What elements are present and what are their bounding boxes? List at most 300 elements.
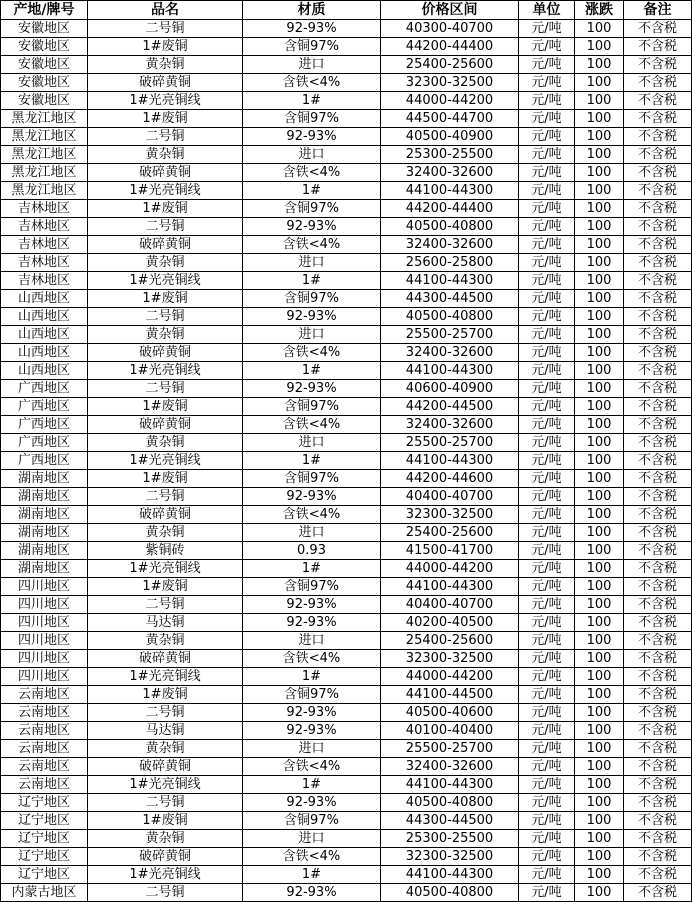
table-row	[1, 362, 692, 380]
cell-material: 含铁<4%	[243, 506, 381, 524]
cell-material: 92-93%	[243, 218, 381, 236]
cell-material: 含铜97%	[243, 470, 381, 488]
cell-change: 100	[575, 434, 624, 452]
cell-origin: 湖南地区	[1, 524, 88, 542]
cell-price-range: 25400-25600	[381, 524, 519, 542]
cell-origin: 安徽地区	[1, 56, 88, 74]
cell-price-range: 44500-44700	[381, 110, 519, 128]
table-row	[1, 128, 692, 146]
cell-change: 100	[575, 488, 624, 506]
cell-origin: 吉林地区	[1, 272, 88, 290]
cell-material: 进口	[243, 740, 381, 758]
cell-product: 1#光亮铜线	[88, 866, 243, 884]
cell-change: 100	[575, 650, 624, 668]
cell-product: 1#废铜	[88, 38, 243, 56]
cell-product: 1#光亮铜线	[88, 668, 243, 686]
cell-product: 1#废铜	[88, 812, 243, 830]
cell-origin: 广西地区	[1, 380, 88, 398]
cell-product: 破碎黄铜	[88, 164, 243, 182]
cell-change: 100	[575, 416, 624, 434]
cell-origin: 吉林地区	[1, 236, 88, 254]
cell-unit: 元/吨	[519, 704, 575, 722]
cell-remark: 不含税	[624, 866, 692, 884]
cell-product: 1#废铜	[88, 470, 243, 488]
table-row	[1, 614, 692, 632]
cell-remark: 不含税	[624, 884, 692, 902]
cell-change: 100	[575, 668, 624, 686]
cell-price-range: 44000-44200	[381, 560, 519, 578]
cell-price-range: 40200-40500	[381, 614, 519, 632]
cell-price-range: 32400-32600	[381, 344, 519, 362]
cell-remark: 不含税	[624, 92, 692, 110]
cell-unit: 元/吨	[519, 92, 575, 110]
table-row	[1, 542, 692, 560]
cell-change: 100	[575, 344, 624, 362]
cell-price-range: 44100-44300	[381, 866, 519, 884]
cell-product: 黄杂铜	[88, 254, 243, 272]
cell-product: 黄杂铜	[88, 524, 243, 542]
cell-origin: 云南地区	[1, 686, 88, 704]
cell-unit: 元/吨	[519, 866, 575, 884]
cell-price-range: 32300-32500	[381, 506, 519, 524]
cell-change: 100	[575, 830, 624, 848]
cell-remark: 不含税	[624, 524, 692, 542]
table-row	[1, 380, 692, 398]
cell-price-range: 44100-44300	[381, 362, 519, 380]
table-row	[1, 758, 692, 776]
cell-material: 92-93%	[243, 794, 381, 812]
cell-remark: 不含税	[624, 380, 692, 398]
cell-origin: 辽宁地区	[1, 812, 88, 830]
cell-origin: 云南地区	[1, 758, 88, 776]
cell-material: 进口	[243, 524, 381, 542]
cell-remark: 不含税	[624, 722, 692, 740]
cell-price-range: 25400-25600	[381, 56, 519, 74]
cell-change: 100	[575, 128, 624, 146]
table-row	[1, 488, 692, 506]
cell-price-range: 25500-25700	[381, 434, 519, 452]
cell-remark: 不含税	[624, 668, 692, 686]
cell-unit: 元/吨	[519, 74, 575, 92]
table-row	[1, 776, 692, 794]
cell-price-range: 44000-44200	[381, 92, 519, 110]
table-row	[1, 110, 692, 128]
cell-remark: 不含税	[624, 542, 692, 560]
cell-change: 100	[575, 380, 624, 398]
table-row	[1, 182, 692, 200]
cell-change: 100	[575, 812, 624, 830]
table-row	[1, 272, 692, 290]
cell-change: 100	[575, 236, 624, 254]
table-row	[1, 434, 692, 452]
cell-unit: 元/吨	[519, 506, 575, 524]
cell-unit: 元/吨	[519, 326, 575, 344]
cell-remark: 不含税	[624, 326, 692, 344]
cell-unit: 元/吨	[519, 542, 575, 560]
cell-origin: 山西地区	[1, 362, 88, 380]
cell-change: 100	[575, 614, 624, 632]
cell-remark: 不含税	[624, 164, 692, 182]
cell-material: 进口	[243, 146, 381, 164]
cell-remark: 不含税	[624, 236, 692, 254]
cell-origin: 黑龙江地区	[1, 146, 88, 164]
cell-unit: 元/吨	[519, 776, 575, 794]
cell-unit: 元/吨	[519, 560, 575, 578]
cell-change: 100	[575, 758, 624, 776]
cell-material: 进口	[243, 434, 381, 452]
cell-product: 破碎黄铜	[88, 344, 243, 362]
cell-origin: 广西地区	[1, 398, 88, 416]
cell-origin: 吉林地区	[1, 218, 88, 236]
table-row	[1, 344, 692, 362]
cell-material: 含铁<4%	[243, 164, 381, 182]
cell-material: 含铁<4%	[243, 74, 381, 92]
cell-change: 100	[575, 794, 624, 812]
cell-price-range: 40500-40800	[381, 794, 519, 812]
header-unit: 单位	[519, 1, 575, 20]
cell-change: 100	[575, 452, 624, 470]
cell-unit: 元/吨	[519, 38, 575, 56]
cell-unit: 元/吨	[519, 740, 575, 758]
header-row	[1, 1, 692, 20]
cell-unit: 元/吨	[519, 380, 575, 398]
cell-origin: 四川地区	[1, 578, 88, 596]
cell-material: 92-93%	[243, 884, 381, 902]
cell-unit: 元/吨	[519, 650, 575, 668]
table-row	[1, 398, 692, 416]
cell-product: 1#光亮铜线	[88, 452, 243, 470]
table-row	[1, 56, 692, 74]
cell-price-range: 40500-40600	[381, 704, 519, 722]
cell-origin: 湖南地区	[1, 542, 88, 560]
cell-product: 二号铜	[88, 704, 243, 722]
cell-price-range: 40100-40400	[381, 722, 519, 740]
cell-material: 1#	[243, 272, 381, 290]
header-material: 材质	[243, 1, 381, 20]
cell-remark: 不含税	[624, 794, 692, 812]
table-row	[1, 740, 692, 758]
cell-product: 1#废铜	[88, 578, 243, 596]
cell-unit: 元/吨	[519, 56, 575, 74]
cell-price-range: 32400-32600	[381, 164, 519, 182]
cell-origin: 云南地区	[1, 740, 88, 758]
cell-material: 含铜97%	[243, 290, 381, 308]
table-row	[1, 812, 692, 830]
cell-material: 含铁<4%	[243, 848, 381, 866]
cell-product: 1#废铜	[88, 200, 243, 218]
cell-change: 100	[575, 776, 624, 794]
cell-product: 紫铜砖	[88, 542, 243, 560]
cell-origin: 辽宁地区	[1, 848, 88, 866]
header-price-range: 价格区间	[381, 1, 519, 20]
cell-price-range: 40500-40800	[381, 884, 519, 902]
cell-material: 0.93	[243, 542, 381, 560]
cell-price-range: 44200-44400	[381, 200, 519, 218]
cell-remark: 不含税	[624, 740, 692, 758]
cell-material: 含铜97%	[243, 200, 381, 218]
cell-price-range: 40400-40700	[381, 488, 519, 506]
cell-change: 100	[575, 56, 624, 74]
cell-product: 1#废铜	[88, 110, 243, 128]
cell-unit: 元/吨	[519, 20, 575, 38]
cell-price-range: 44100-44300	[381, 182, 519, 200]
cell-product: 二号铜	[88, 308, 243, 326]
cell-unit: 元/吨	[519, 848, 575, 866]
cell-product: 黄杂铜	[88, 632, 243, 650]
cell-origin: 山西地区	[1, 290, 88, 308]
cell-material: 进口	[243, 56, 381, 74]
cell-origin: 广西地区	[1, 434, 88, 452]
cell-change: 100	[575, 848, 624, 866]
table-row	[1, 848, 692, 866]
cell-origin: 四川地区	[1, 650, 88, 668]
cell-origin: 四川地区	[1, 632, 88, 650]
table-body	[1, 20, 692, 902]
cell-unit: 元/吨	[519, 200, 575, 218]
cell-price-range: 44100-44300	[381, 776, 519, 794]
cell-material: 进口	[243, 830, 381, 848]
cell-material: 92-93%	[243, 128, 381, 146]
cell-price-range: 40500-40800	[381, 308, 519, 326]
cell-price-range: 25400-25600	[381, 632, 519, 650]
table-row	[1, 470, 692, 488]
cell-change: 100	[575, 722, 624, 740]
table-row	[1, 794, 692, 812]
cell-material: 1#	[243, 452, 381, 470]
cell-price-range: 44100-44300	[381, 272, 519, 290]
cell-product: 二号铜	[88, 20, 243, 38]
cell-material: 92-93%	[243, 20, 381, 38]
table-row	[1, 632, 692, 650]
table-row	[1, 326, 692, 344]
cell-origin: 湖南地区	[1, 488, 88, 506]
cell-origin: 内蒙古地区	[1, 884, 88, 902]
cell-unit: 元/吨	[519, 614, 575, 632]
cell-unit: 元/吨	[519, 758, 575, 776]
cell-product: 1#废铜	[88, 686, 243, 704]
cell-unit: 元/吨	[519, 722, 575, 740]
cell-origin: 黑龙江地区	[1, 128, 88, 146]
table-row	[1, 884, 692, 902]
cell-unit: 元/吨	[519, 488, 575, 506]
table-row	[1, 452, 692, 470]
cell-material: 进口	[243, 632, 381, 650]
cell-product: 破碎黄铜	[88, 74, 243, 92]
table-row	[1, 866, 692, 884]
cell-origin: 四川地区	[1, 668, 88, 686]
cell-unit: 元/吨	[519, 434, 575, 452]
cell-change: 100	[575, 560, 624, 578]
table-row	[1, 92, 692, 110]
cell-unit: 元/吨	[519, 524, 575, 542]
cell-price-range: 32300-32500	[381, 74, 519, 92]
cell-material: 进口	[243, 326, 381, 344]
cell-price-range: 25600-25800	[381, 254, 519, 272]
cell-product: 马达铜	[88, 614, 243, 632]
cell-unit: 元/吨	[519, 272, 575, 290]
cell-change: 100	[575, 740, 624, 758]
cell-material: 92-93%	[243, 596, 381, 614]
cell-remark: 不含税	[624, 38, 692, 56]
cell-unit: 元/吨	[519, 794, 575, 812]
cell-remark: 不含税	[624, 632, 692, 650]
cell-product: 破碎黄铜	[88, 416, 243, 434]
cell-material: 含铁<4%	[243, 236, 381, 254]
cell-remark: 不含税	[624, 74, 692, 92]
cell-unit: 元/吨	[519, 218, 575, 236]
cell-origin: 山西地区	[1, 308, 88, 326]
cell-material: 含铜97%	[243, 38, 381, 56]
cell-change: 100	[575, 20, 624, 38]
cell-unit: 元/吨	[519, 110, 575, 128]
cell-unit: 元/吨	[519, 578, 575, 596]
cell-material: 进口	[243, 254, 381, 272]
table-row	[1, 506, 692, 524]
cell-origin: 辽宁地区	[1, 794, 88, 812]
cell-remark: 不含税	[624, 470, 692, 488]
cell-remark: 不含税	[624, 434, 692, 452]
cell-change: 100	[575, 704, 624, 722]
cell-remark: 不含税	[624, 848, 692, 866]
cell-material: 1#	[243, 362, 381, 380]
cell-product: 二号铜	[88, 218, 243, 236]
cell-change: 100	[575, 92, 624, 110]
table-row	[1, 74, 692, 92]
table-row	[1, 38, 692, 56]
cell-product: 二号铜	[88, 488, 243, 506]
cell-remark: 不含税	[624, 182, 692, 200]
cell-product: 破碎黄铜	[88, 848, 243, 866]
cell-remark: 不含税	[624, 398, 692, 416]
cell-remark: 不含税	[624, 830, 692, 848]
header-origin: 产地/牌号	[1, 1, 88, 20]
cell-change: 100	[575, 524, 624, 542]
cell-origin: 黑龙江地区	[1, 110, 88, 128]
table-row	[1, 578, 692, 596]
cell-change: 100	[575, 362, 624, 380]
cell-material: 1#	[243, 668, 381, 686]
cell-remark: 不含税	[624, 128, 692, 146]
cell-price-range: 40500-40800	[381, 218, 519, 236]
cell-change: 100	[575, 164, 624, 182]
table-row	[1, 146, 692, 164]
cell-origin: 湖南地区	[1, 560, 88, 578]
cell-change: 100	[575, 200, 624, 218]
cell-origin: 广西地区	[1, 416, 88, 434]
cell-price-range: 32400-32600	[381, 416, 519, 434]
cell-product: 破碎黄铜	[88, 506, 243, 524]
cell-remark: 不含税	[624, 308, 692, 326]
cell-unit: 元/吨	[519, 452, 575, 470]
table-row	[1, 524, 692, 542]
cell-change: 100	[575, 596, 624, 614]
cell-product: 二号铜	[88, 884, 243, 902]
cell-material: 1#	[243, 776, 381, 794]
cell-origin: 黑龙江地区	[1, 182, 88, 200]
table-row	[1, 686, 692, 704]
cell-product: 黄杂铜	[88, 740, 243, 758]
cell-material: 含铜97%	[243, 812, 381, 830]
cell-material: 92-93%	[243, 704, 381, 722]
cell-price-range: 40300-40700	[381, 20, 519, 38]
cell-unit: 元/吨	[519, 812, 575, 830]
cell-change: 100	[575, 686, 624, 704]
cell-change: 100	[575, 218, 624, 236]
cell-product: 1#光亮铜线	[88, 362, 243, 380]
table-row	[1, 722, 692, 740]
cell-origin: 黑龙江地区	[1, 164, 88, 182]
cell-origin: 云南地区	[1, 776, 88, 794]
cell-remark: 不含税	[624, 362, 692, 380]
cell-change: 100	[575, 884, 624, 902]
cell-product: 破碎黄铜	[88, 236, 243, 254]
cell-origin: 湖南地区	[1, 506, 88, 524]
cell-change: 100	[575, 254, 624, 272]
table-row	[1, 218, 692, 236]
cell-product: 1#光亮铜线	[88, 272, 243, 290]
table-row	[1, 290, 692, 308]
cell-change: 100	[575, 506, 624, 524]
cell-material: 含铜97%	[243, 686, 381, 704]
cell-price-range: 32300-32500	[381, 650, 519, 668]
cell-product: 1#光亮铜线	[88, 92, 243, 110]
cell-price-range: 32400-32600	[381, 758, 519, 776]
cell-remark: 不含税	[624, 614, 692, 632]
cell-price-range: 44200-44500	[381, 398, 519, 416]
cell-unit: 元/吨	[519, 146, 575, 164]
cell-unit: 元/吨	[519, 254, 575, 272]
cell-origin: 山西地区	[1, 344, 88, 362]
cell-unit: 元/吨	[519, 236, 575, 254]
cell-change: 100	[575, 308, 624, 326]
cell-origin: 吉林地区	[1, 200, 88, 218]
cell-remark: 不含税	[624, 812, 692, 830]
cell-material: 含铜97%	[243, 398, 381, 416]
cell-material: 1#	[243, 92, 381, 110]
cell-product: 1#废铜	[88, 398, 243, 416]
cell-origin: 辽宁地区	[1, 866, 88, 884]
cell-remark: 不含税	[624, 290, 692, 308]
cell-origin: 广西地区	[1, 452, 88, 470]
cell-unit: 元/吨	[519, 290, 575, 308]
cell-origin: 湖南地区	[1, 470, 88, 488]
table-row	[1, 254, 692, 272]
cell-change: 100	[575, 632, 624, 650]
cell-material: 92-93%	[243, 722, 381, 740]
cell-price-range: 40500-40900	[381, 128, 519, 146]
table-row	[1, 164, 692, 182]
table-row	[1, 560, 692, 578]
cell-price-range: 32400-32600	[381, 236, 519, 254]
cell-price-range: 32300-32500	[381, 848, 519, 866]
table-row	[1, 650, 692, 668]
cell-material: 含铜97%	[243, 110, 381, 128]
cell-remark: 不含税	[624, 686, 692, 704]
cell-product: 黄杂铜	[88, 830, 243, 848]
cell-origin: 辽宁地区	[1, 830, 88, 848]
table-row	[1, 416, 692, 434]
cell-unit: 元/吨	[519, 632, 575, 650]
cell-unit: 元/吨	[519, 596, 575, 614]
cell-change: 100	[575, 866, 624, 884]
cell-remark: 不含税	[624, 596, 692, 614]
cell-price-range: 44000-44200	[381, 668, 519, 686]
cell-change: 100	[575, 398, 624, 416]
table-row	[1, 668, 692, 686]
cell-remark: 不含税	[624, 56, 692, 74]
cell-origin: 安徽地区	[1, 74, 88, 92]
cell-remark: 不含税	[624, 416, 692, 434]
